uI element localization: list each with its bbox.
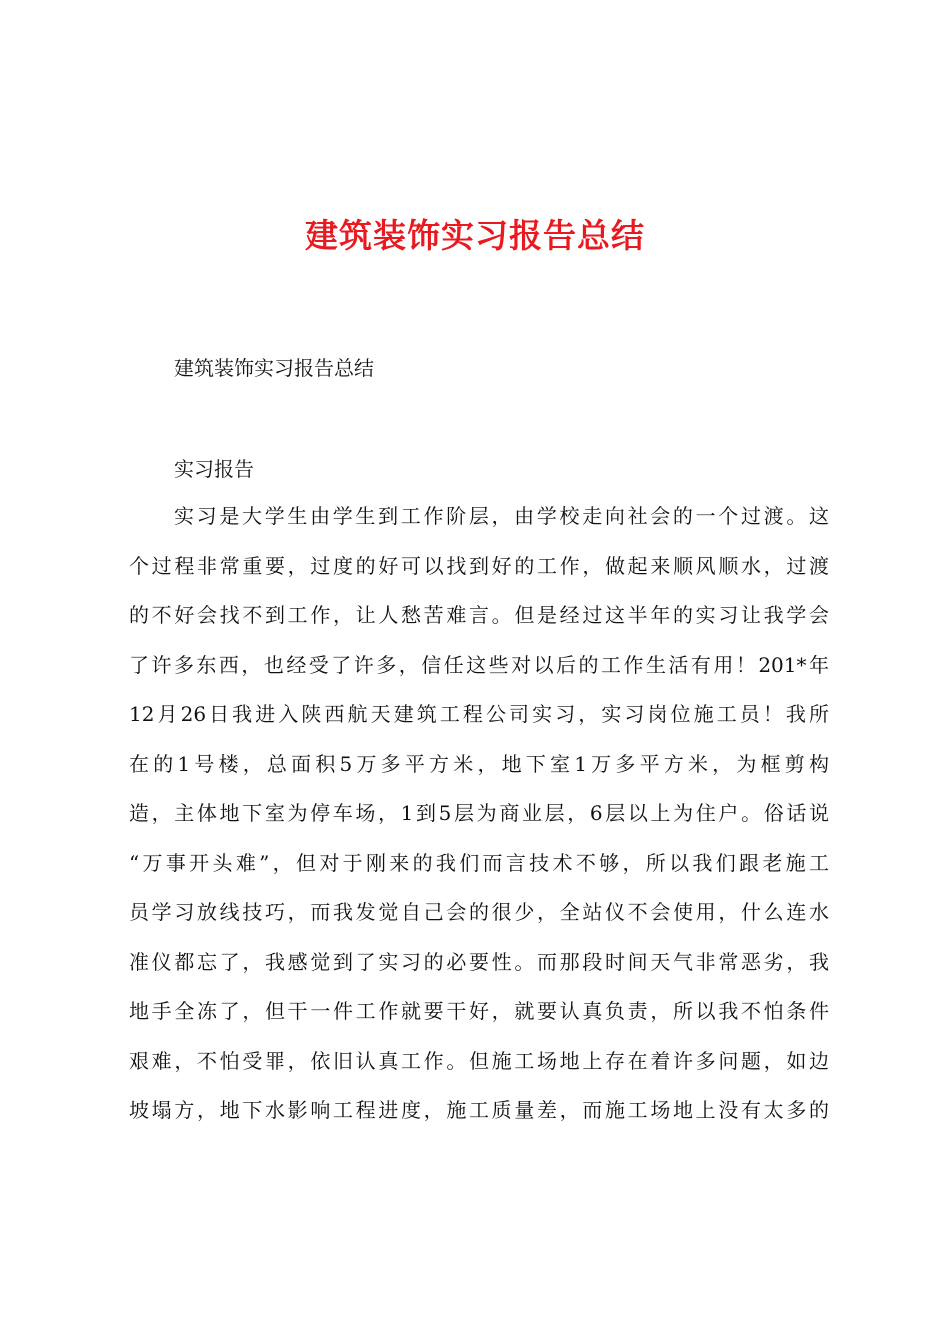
paragraph-line: 12月26日我进入陕西航天建筑工程公司实习，实习岗位施工员！我所 [129, 702, 829, 726]
section-heading: 实习报告 [174, 457, 254, 481]
paragraph-line: 造，主体地下室为停车场，1到5层为商业层，6层以上为住户。俗话说 [129, 801, 829, 825]
body-paragraph [129, 502, 829, 1146]
paragraph-line: 准仪都忘了，我感觉到了实习的必要性。而那段时间天气非常恶劣，我 [129, 949, 829, 974]
paragraph-line: 实习是大学生由学生到工作阶层，由学校走向社会的一个过渡。这 [174, 504, 829, 528]
paragraph-line: 个过程非常重要，过度的好可以找到好的工作，做起来顺风顺水，过渡 [129, 553, 829, 578]
paragraph-line: 坡塌方，地下水影响工程进度，施工质量差，而施工场地上没有太多的 [129, 1098, 829, 1122]
document-title: 建筑装饰实习报告总结 [305, 216, 645, 255]
paragraph-line: 的不好会找不到工作，让人愁苦难言。但是经过这半年的实习让我学会 [129, 603, 829, 627]
paragraph-line: 了许多东西，也经受了许多，信任这些对以后的工作生活有用！201*年 [129, 652, 829, 677]
paragraph-line: 员学习放线技巧，而我发觉自己会的很少，全站仪不会使用，什么连水 [129, 900, 829, 924]
paragraph-line: 地手全冻了，但干一件工作就要干好，就要认真负责，所以我不怕条件 [129, 999, 829, 1023]
paragraph-line: 艰难，不怕受罪，依旧认真工作。但施工场地上存在着许多问题，如边 [129, 1048, 829, 1073]
paragraph-line: 在的1号楼，总面积5万多平方米，地下室1万多平方米，为框剪构 [129, 751, 829, 776]
document-subtitle: 建筑装饰实习报告总结 [174, 356, 374, 380]
paragraph-line: “万事开头难”，但对于刚来的我们而言技术不够，所以我们跟老施工 [129, 850, 829, 875]
